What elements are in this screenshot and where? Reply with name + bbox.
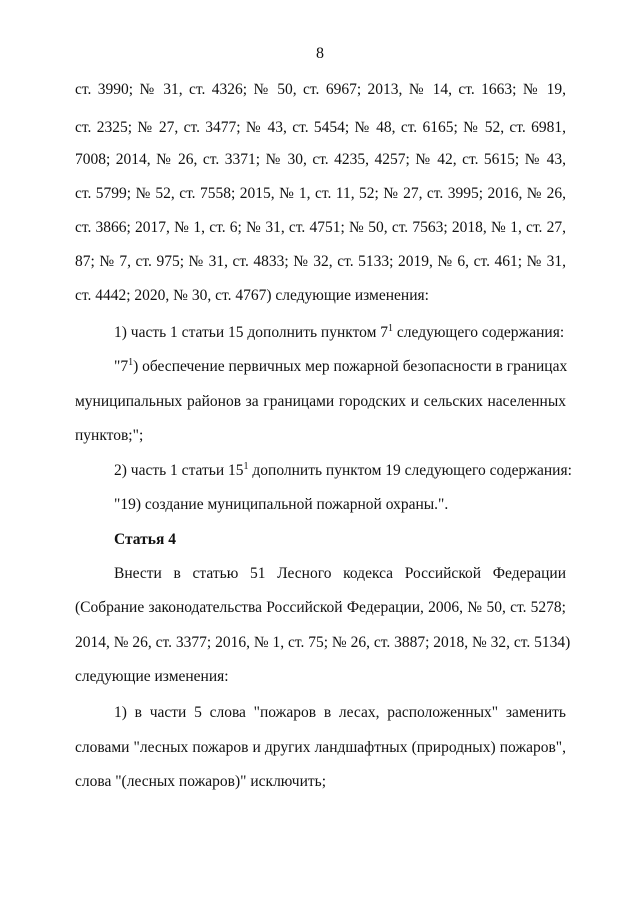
text-line: следующие изменения:: [75, 668, 229, 685]
text-segment: ) обеспечение первичных мер пожарной безопасности в границах: [133, 358, 568, 375]
text-line: пунктов;";: [75, 427, 144, 444]
text-line: муниципальных районов за границами городских и сельских населенных: [75, 393, 566, 410]
amendment-item-2: [114, 461, 572, 481]
text-line: Внести в статью 51 Лесного кодекса Российской Федерации: [114, 565, 566, 582]
text-line: (Собрание законодательства Российской Федерации, 2006, № 50, ст. 5278;: [75, 599, 566, 616]
text-line: ст. 3866; 2017, № 1, ст. 6; № 31, ст. 4751; № 50, ст. 7563; 2018, № 1, ст. 27,: [75, 219, 566, 236]
text-line: 7008; 2014, № 26, ст. 3371; № 30, ст. 4235, 4257; № 42, ст. 5615; № 43,: [75, 151, 566, 168]
text-line: 87; № 7, ст. 975; № 31, ст. 4833; № 32, ст. 5133; 2019, № 6, ст. 461; № 31,: [75, 253, 566, 270]
amendment-item-1: 1) в части 5 слова "пожаров в лесах, расположенных" заменить: [114, 704, 566, 721]
article-heading: Статья 4: [114, 531, 176, 548]
text-segment: 2) часть 1 статьи 15: [114, 462, 244, 479]
text-line: ст. 4442; 2020, № 30, ст. 4767) следующие изменения:: [75, 287, 429, 304]
text-segment: "7: [114, 358, 129, 375]
text-line: ст. 5799; № 52, ст. 7558; 2015, № 1, ст. 11, 52; № 27, ст. 3995; 2016, № 26,: [75, 185, 566, 202]
page-number: 8: [316, 45, 324, 62]
text-line: ст. 3990; № 31, ст. 4326; № 50, ст. 6967; 2013, № 14, ст. 1663; № 19,: [75, 81, 566, 98]
text-line: словами "лесных пожаров и других ландшафтных (природных) пожаров",: [75, 739, 566, 756]
text-line: 2014, № 26, ст. 3377; 2016, № 1, ст. 75; № 26, ст. 3887; 2018, № 32, ст. 5134): [75, 634, 571, 651]
text-segment: 1) часть 1 статьи 15 дополнить пунктом 7: [114, 324, 389, 341]
text-segment: дополнить пунктом 19 следующего содержания:: [248, 462, 572, 479]
text-line: ст. 2325; № 27, ст. 3477; № 43, ст. 5454; № 48, ст. 6165; № 52, ст. 6981,: [75, 119, 566, 136]
superscript: 1: [128, 357, 134, 368]
quoted-text-line: "19) создание муниципальной пожарной охраны.".: [114, 496, 449, 513]
quoted-text-line: [114, 357, 566, 377]
superscript: 1: [388, 323, 394, 334]
text-segment: следующего содержания:: [393, 324, 565, 341]
amendment-item-1: [114, 323, 566, 343]
text-line: слова "(лесных пожаров)" исключить;: [75, 773, 327, 790]
superscript: 1: [243, 461, 249, 472]
